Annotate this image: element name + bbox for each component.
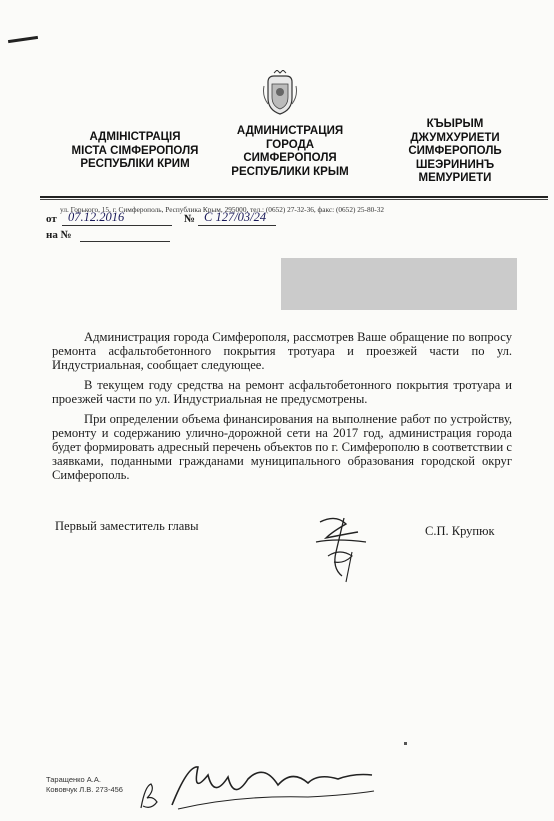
body-paragraph: При определении объема финансирования на выполнение работ по устройству, ремонту и содержанию улично-дорожной сети на 2017 год, администрация города будет формировать адресный перечень объектов по г. Симферополю в соответствии с заявками, поданными гражданами муниципального образования городской округ Симферополь. (52, 412, 512, 482)
header-ct-line: МЕМУРИЕТИ (418, 172, 492, 184)
initial-signature (137, 780, 161, 812)
header-ukrainian (55, 131, 215, 172)
letterhead-address: ул. Горького, 15, г. Симферополь, Республика Крым, 295000, тел.: (0652) 27-32-36, факс: (0652) 25-80-32 (60, 205, 384, 214)
coat-of-arms-emblem (262, 70, 298, 116)
scrawled-signature (168, 755, 378, 813)
handwritten-signature (306, 512, 376, 584)
header-ct-line: КЪЫРЫМ (426, 118, 484, 130)
handwritten-date: 07.12.2016 (68, 210, 125, 224)
executor-line: Кововчук Л.В. 273-456 (46, 785, 123, 794)
header-ct-line: ШЕЭРИНИНЪ (415, 158, 495, 171)
header-ua-line: МІСТА СІМФЕРОПОЛЯ (71, 144, 199, 157)
header-russian (215, 125, 365, 179)
executor-line: Таращенко А.А. (46, 775, 101, 784)
header-ru-line: ГОРОДА (265, 138, 315, 151)
header-ru-line: АДМИНИСТРАЦИЯ (236, 125, 344, 137)
from-label: от (46, 213, 57, 225)
header-ru-line: РЕСПУБЛИКИ КРЫМ (231, 165, 349, 178)
header-ua-line: АДМІНІСТРАЦІЯ (89, 131, 181, 143)
body-paragraph: Администрация города Симферополя, рассмотрев Ваше обращение по вопросу ремонта асфальтобетонного покрытия тротуара и проезжей части по ул. Индустриальная, сообщает следующее. (52, 330, 512, 372)
reference-label: на № (46, 229, 72, 241)
redacted-addressee (281, 258, 517, 310)
body-paragraph: В текущем году средства на ремонт асфальтобетонного покрытия тротуара и проезжей части по ул. Индустриальная не предусмотрены. (52, 378, 512, 406)
scan-speck (404, 742, 407, 745)
header-divider-thin (40, 199, 548, 200)
number-label: № (184, 213, 196, 225)
signatory-title: Первый заместитель главы (55, 519, 199, 533)
header-ct-line: ДЖУМХУРИЕТИ (410, 131, 500, 144)
reference-line (80, 229, 170, 242)
header-ua-line: РЕСПУБЛІКИ КРИМ (80, 158, 190, 170)
header-ru-line: СИМФЕРОПОЛЯ (243, 152, 337, 164)
header-divider-thick (40, 196, 548, 198)
pen-mark (8, 36, 38, 43)
signatory-name: С.П. Крупюк (425, 524, 495, 538)
header-ct-line: СИМФЕРОПОЛЬ (408, 145, 502, 157)
handwritten-number: С 127/03/24 (204, 210, 267, 224)
letter-body (52, 330, 512, 488)
header-crimean-tatar (385, 118, 525, 186)
executor-info (46, 775, 123, 795)
number-line (198, 210, 276, 226)
date-line (62, 210, 172, 226)
